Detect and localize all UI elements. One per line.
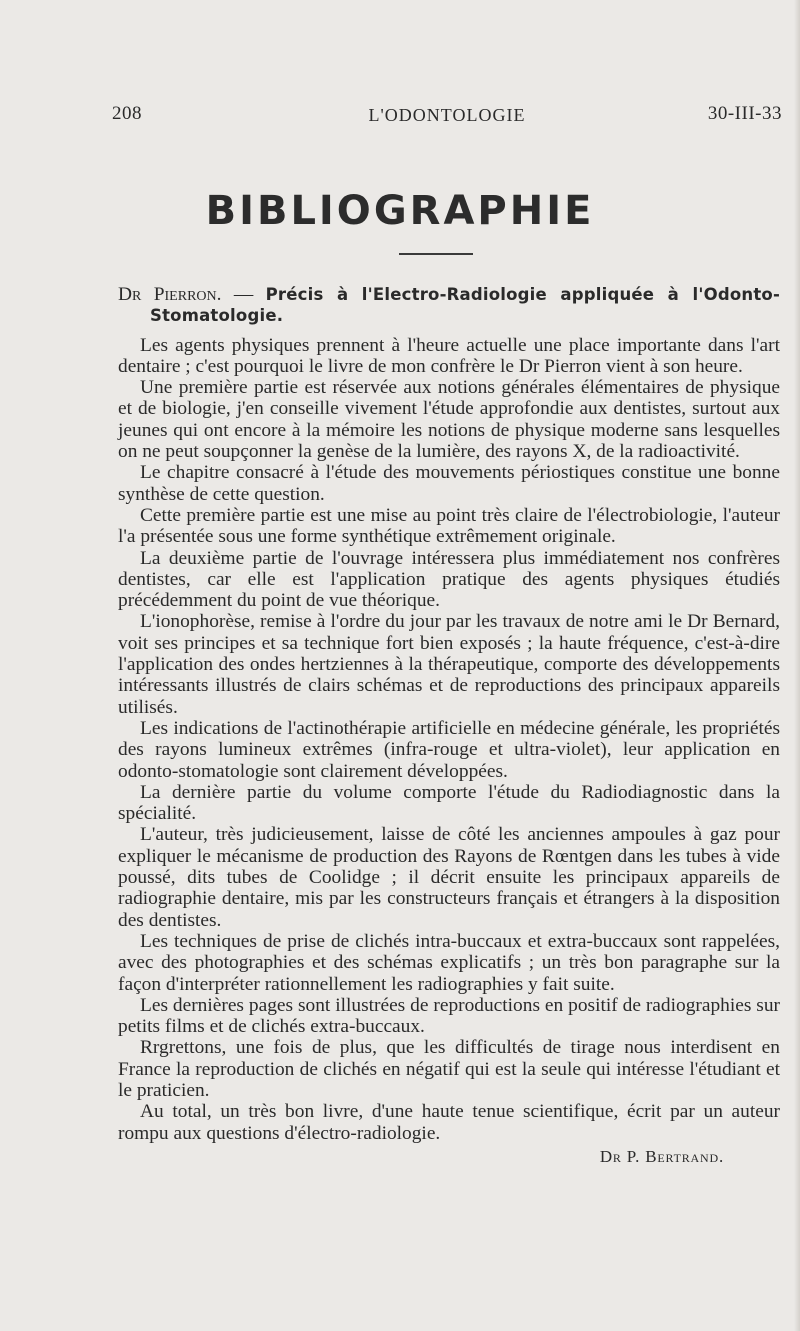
review-paragraph: Les indications de l'actinothérapie artificielle en médecine générale, les propriétés des rayons lumineux extrêmes (infra-rouge et ultra-violet), leur application en odonto-stomatologie sont clairement développées.: [118, 717, 780, 782]
review-paragraph: Le chapitre consacré à l'étude des mouvements périostiques constitue une bonne synthèse de cette question.: [118, 462, 780, 505]
review-paragraph: Les agents physiques prennent à l'heure actuelle une place importante dans l'art dentaire ; c'est pourquoi le livre de mon confrère le Dr Pierron vient à son heure.: [118, 334, 780, 377]
title-rule: [399, 253, 473, 255]
page-number: 208: [112, 103, 142, 124]
issue-date: 30-III-33: [707, 103, 782, 124]
author-prefix: Dr: [118, 284, 142, 305]
author-name: Pierron.: [153, 284, 222, 305]
reviewer-signature: Dr P. Bertrand.: [599, 1146, 724, 1166]
running-header: [112, 103, 782, 133]
review-paragraph: Une première partie est réservée aux notions générales élémentaires de physique et de biologie, j'en conseille vivement l'étude approfondie aux dentistes, surtout aux jeunes qui ont encore à la mémoire les notions de physique moderne sans lesquelles on ne peut soupçonner la genèse de la lumière, des rayons X, de la radioactivité.: [118, 377, 780, 463]
review-paragraph: L'auteur, très judicieusement, laisse de côté les anciennes ampoules à gaz pour expliquer le mécanisme de production des Rayons de Rœntgen dans les tubes à vide poussé, dits tubes de Coolidge ; il décrit ensuite les principaux appareils de radiographie dentaire, mis par les constructeurs français et étrangers à la disposition des dentistes.: [118, 824, 780, 931]
review-paragraph: L'ionophorèse, remise à l'ordre du jour par les travaux de notre ami le Dr Bernard, voit ses principes et sa technique fort bien exposés ; la haute fréquence, c'est-à-dire l'application des ondes hertziennes à la thérapeutique, comporte des développements intéressants illustrés de clairs schémas et de reproductions des principaux appareils utilisés.: [118, 611, 780, 718]
review-paragraph: Les dernières pages sont illustrées de reproductions en positif de radiographies sur petits films et de clichés extra-buccaux.: [118, 994, 780, 1038]
reference-dash: —: [221, 284, 266, 305]
review-paragraph: La deuxième partie de l'ouvrage intéressera plus immédiatement nos confrères dentistes, car elle est l'application pratique des agents physiques étudiés précédemment du point de vue théorique.: [118, 547, 780, 612]
journal-title: L'ODONTOLOGIE: [368, 105, 526, 125]
review-paragraph: Cette première partie est une mise au point très claire de l'électrobiologie, l'auteur l'a présentée sous une forme synthétique extrêmement originale.: [118, 504, 780, 548]
review-paragraph: Rrgrettons, une fois de plus, que les difficultés de tirage nous interdisent en France la reproduction de clichés en négatif qui est la seule qui intéresse l'étudiant et le praticien.: [118, 1037, 780, 1101]
review-paragraph: Au total, un très bon livre, d'une haute tenue scientifique, écrit par un auteur rompu aux questions d'électro-radiologie.: [118, 1101, 780, 1144]
section-title: BIBLIOGRAPHIE: [205, 188, 595, 234]
book-reference: [118, 284, 780, 327]
review-paragraph: Les techniques de prise de clichés intra-buccaux et extra-buccaux sont rappelées, avec des photographies et des schémas explicatifs ; un très bon paragraphe sur la façon d'interpréter rationnellement les radiographies y fait suite.: [118, 930, 780, 995]
review-body: [118, 284, 780, 1167]
book-title: Précis à l'Electro-Radiologie appliquée à l'Odonto-Stomatologie.: [150, 285, 780, 326]
review-paragraph: La dernière partie du volume comporte l'étude du Radiodiagnostic dans la spécialité.: [118, 781, 780, 825]
reviewed-author: [118, 284, 221, 305]
